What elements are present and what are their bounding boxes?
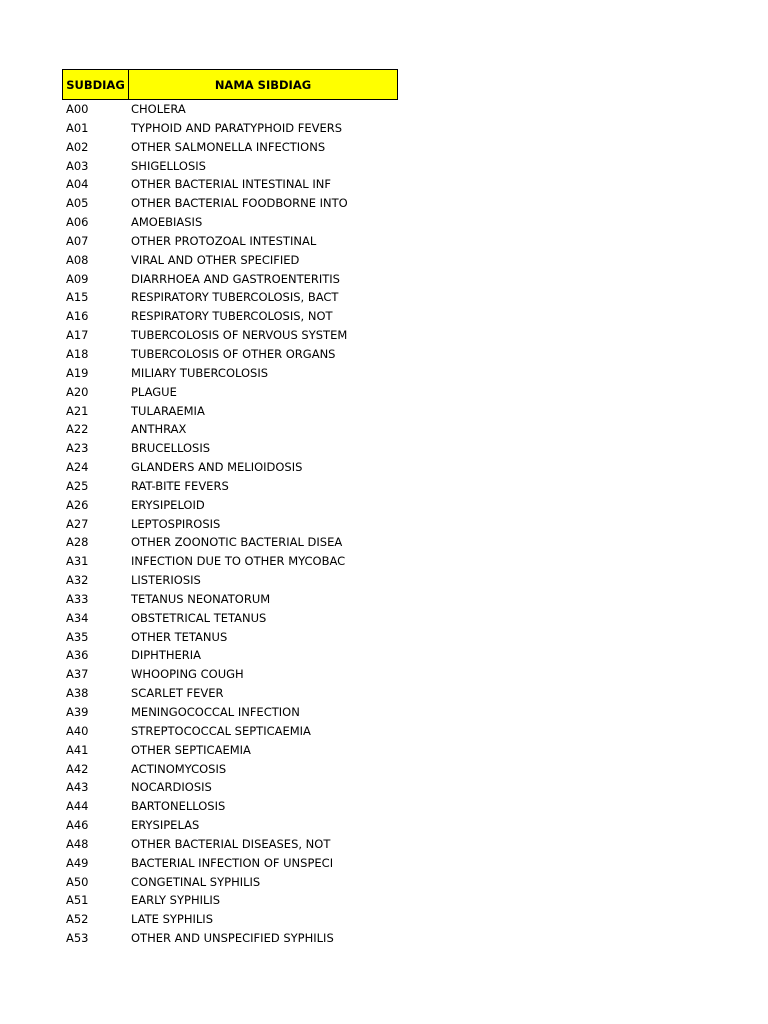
table-row xyxy=(62,477,398,496)
subdiag-name-cell[interactable]: GLANDERS AND MELIOIDOSIS xyxy=(131,460,303,475)
subdiag-name-cell[interactable]: OTHER AND UNSPECIFIED SYPHILIS xyxy=(131,931,334,946)
subdiag-code-cell[interactable]: A24 xyxy=(66,460,89,475)
table-row xyxy=(62,270,398,289)
table-row xyxy=(62,816,398,835)
subdiag-name-cell[interactable]: WHOOPING COUGH xyxy=(131,667,244,682)
subdiag-name-cell[interactable]: OTHER BACTERIAL INTESTINAL INF xyxy=(131,177,331,192)
subdiag-name-cell[interactable]: RAT-BITE FEVERS xyxy=(131,478,229,493)
table-row xyxy=(62,251,398,270)
subdiag-code-cell[interactable]: A38 xyxy=(66,686,89,701)
table-row xyxy=(62,703,398,722)
table-row xyxy=(62,571,398,590)
subdiag-code-cell[interactable]: A43 xyxy=(66,780,89,795)
table-row xyxy=(62,307,398,326)
subdiag-name-cell[interactable]: LEPTOSPIROSIS xyxy=(131,516,221,531)
subdiag-code-cell[interactable]: A39 xyxy=(66,705,89,719)
table-row xyxy=(62,722,398,741)
subdiag-code-cell[interactable]: A17 xyxy=(66,328,89,343)
subdiag-name-cell[interactable]: OTHER SEPTICAEMIA xyxy=(131,742,251,757)
table-row xyxy=(62,741,398,760)
subdiag-name-cell[interactable]: INFECTION DUE TO OTHER MYCOBAC xyxy=(131,554,346,569)
subdiag-name-cell[interactable]: DIPHTHERIA xyxy=(131,648,202,663)
table-row xyxy=(62,232,398,251)
subdiag-code-cell[interactable]: A36 xyxy=(66,648,89,663)
subdiag-code-cell[interactable]: A44 xyxy=(66,799,89,814)
subdiag-name-cell[interactable]: ANTHRAX xyxy=(131,422,187,437)
subdiag-code-cell[interactable]: A07 xyxy=(66,233,89,248)
subdiag-code-cell[interactable]: A53 xyxy=(66,931,89,946)
table-row xyxy=(62,929,398,948)
subdiag-name-cell[interactable]: VIRAL AND OTHER SPECIFIED xyxy=(131,252,300,267)
table-row xyxy=(62,119,398,138)
subdiag-code-cell[interactable]: A21 xyxy=(66,403,89,418)
table-header xyxy=(62,69,398,100)
subdiag-name-cell[interactable]: ERYSIPELOID xyxy=(131,497,205,512)
table-row xyxy=(62,835,398,854)
table-row xyxy=(62,590,398,609)
subdiag-code-cell[interactable]: A23 xyxy=(66,441,89,456)
subdiag-name-cell[interactable]: OTHER PROTOZOAL INTESTINAL xyxy=(131,233,317,248)
subdiag-code-cell[interactable]: A00 xyxy=(66,102,89,116)
table-row xyxy=(62,439,398,458)
subdiag-name-cell[interactable]: OTHER BACTERIAL FOODBORNE INTO xyxy=(131,196,348,211)
subdiag-code-cell[interactable]: A18 xyxy=(66,346,89,361)
subdiag-name-cell[interactable]: STREPTOCOCCAL SEPTICAEMIA xyxy=(131,723,311,738)
table-row xyxy=(62,100,398,119)
table-row xyxy=(62,194,398,213)
subdiag-code-cell[interactable]: A08 xyxy=(66,252,89,267)
subdiag-code-cell[interactable]: A05 xyxy=(66,196,89,211)
table-row xyxy=(62,891,398,910)
subdiag-code-cell[interactable]: A31 xyxy=(66,554,89,569)
subdiag-code-cell[interactable]: A52 xyxy=(66,912,89,927)
subdiag-code-cell[interactable]: A26 xyxy=(66,497,89,512)
subdiag-name-cell[interactable]: DIARRHOEA AND GASTROENTERITIS xyxy=(131,271,340,286)
subdiag-code-cell[interactable]: A02 xyxy=(66,139,89,154)
table-row xyxy=(62,458,398,477)
subdiag-code-cell[interactable]: A40 xyxy=(66,723,89,738)
subdiag-name-cell[interactable]: OBSTETRICAL TETANUS xyxy=(131,610,267,625)
table-row xyxy=(62,778,398,797)
subdiag-code-cell[interactable]: A19 xyxy=(66,365,89,380)
table-row xyxy=(62,609,398,628)
subdiag-name-cell[interactable]: BACTERIAL INFECTION OF UNSPECI xyxy=(131,855,334,870)
table-row xyxy=(62,533,398,552)
subdiag-code-cell[interactable]: A06 xyxy=(66,215,89,230)
subdiag-name-cell[interactable]: OTHER ZOONOTIC BACTERIAL DISEA xyxy=(131,535,343,550)
subdiag-name-cell[interactable]: TYPHOID AND PARATYPHOID FEVERS xyxy=(131,120,343,135)
subdiag-code-cell[interactable]: A37 xyxy=(66,667,89,682)
table-row xyxy=(62,515,398,534)
subdiag-code-cell[interactable]: A25 xyxy=(66,478,89,493)
table-row xyxy=(62,420,398,439)
subdiag-code-cell[interactable]: A20 xyxy=(66,384,89,399)
subdiag-name-cell[interactable]: OTHER BACTERIAL DISEASES, NOT xyxy=(131,836,331,851)
table-row xyxy=(62,552,398,571)
subdiag-name-cell[interactable]: OTHER TETANUS xyxy=(131,629,228,644)
subdiag-name-cell[interactable]: ACTINOMYCOSIS xyxy=(131,761,227,776)
subdiag-code-cell[interactable]: A48 xyxy=(66,836,89,851)
table-body xyxy=(62,100,398,948)
subdiag-name-cell[interactable]: NOCARDIOSIS xyxy=(131,780,212,795)
subdiag-name-cell[interactable]: OTHER SALMONELLA INFECTIONS xyxy=(131,139,326,154)
table-row xyxy=(62,288,398,307)
table-row xyxy=(62,326,398,345)
subdiag-name-cell[interactable]: MENINGOCOCCAL INFECTION xyxy=(131,705,300,719)
subdiag-name-cell[interactable]: MILIARY TUBERCOLOSIS xyxy=(131,365,269,380)
subdiag-code-cell[interactable]: A46 xyxy=(66,818,89,833)
table-row xyxy=(62,138,398,157)
subdiag-code-cell[interactable]: A51 xyxy=(66,893,89,908)
subdiag-name-cell[interactable]: SHIGELLOSIS xyxy=(131,158,206,173)
subdiag-name-cell[interactable]: LISTERIOSIS xyxy=(131,573,201,588)
table-row xyxy=(62,665,398,684)
table-row xyxy=(62,175,398,194)
subdiag-code-cell[interactable]: A01 xyxy=(66,120,89,135)
subdiag-name-cell[interactable]: PLAGUE xyxy=(131,384,177,399)
header-subdiag[interactable]: SUBDIAG xyxy=(63,70,129,99)
table-row xyxy=(62,646,398,665)
table-row xyxy=(62,628,398,647)
table-row xyxy=(62,854,398,873)
subdiag-code-cell[interactable]: A41 xyxy=(66,742,89,757)
subdiag-name-cell[interactable]: TULARAEMIA xyxy=(131,403,205,418)
subdiag-name-cell[interactable]: BARTONELLOSIS xyxy=(131,799,226,814)
subdiag-name-cell[interactable]: CONGETINAL SYPHILIS xyxy=(131,874,261,889)
table-row xyxy=(62,910,398,929)
subdiag-code-cell[interactable]: A32 xyxy=(66,573,89,588)
table-row xyxy=(62,345,398,364)
subdiag-code-cell[interactable]: A16 xyxy=(66,309,89,324)
subdiag-code-cell[interactable]: A27 xyxy=(66,516,89,531)
subdiag-code-cell[interactable]: A42 xyxy=(66,761,89,776)
subdiag-name-cell[interactable]: RESPIRATORY TUBERCOLOSIS, NOT xyxy=(131,309,333,324)
subdiag-code-cell[interactable]: A09 xyxy=(66,271,89,286)
subdiag-name-cell[interactable]: EARLY SYPHILIS xyxy=(131,893,221,908)
table-row xyxy=(62,760,398,779)
subdiag-name-cell[interactable]: ERYSIPELAS xyxy=(131,818,200,833)
subdiag-name-cell[interactable]: TUBERCOLOSIS OF OTHER ORGANS xyxy=(131,346,336,361)
table-row xyxy=(62,797,398,816)
subdiag-name-cell[interactable]: TUBERCOLOSIS OF NERVOUS SYSTEM xyxy=(131,328,348,343)
subdiag-code-cell[interactable]: A49 xyxy=(66,855,89,870)
subdiag-code-cell[interactable]: A50 xyxy=(66,874,89,889)
subdiag-code-cell[interactable]: A04 xyxy=(66,177,89,192)
subdiag-code-cell[interactable]: A34 xyxy=(66,610,89,625)
subdiag-code-cell[interactable]: A33 xyxy=(66,591,89,606)
table-row xyxy=(62,402,398,421)
subdiag-name-cell[interactable]: BRUCELLOSIS xyxy=(131,441,211,456)
table-row xyxy=(62,496,398,515)
table-row xyxy=(62,157,398,176)
subdiag-code-cell[interactable]: A15 xyxy=(66,290,89,305)
diagnosis-table xyxy=(62,69,398,948)
subdiag-name-cell[interactable]: SCARLET FEVER xyxy=(131,686,224,701)
table-row xyxy=(62,213,398,232)
header-nama-sibdiag[interactable]: NAMA SIBDIAG xyxy=(214,77,312,92)
subdiag-name-cell[interactable]: LATE SYPHILIS xyxy=(131,912,213,927)
subdiag-name-cell[interactable]: TETANUS NEONATORUM xyxy=(131,591,271,606)
table-row xyxy=(62,684,398,703)
subdiag-code-cell[interactable]: A28 xyxy=(66,535,89,550)
table-row xyxy=(62,383,398,402)
table-row xyxy=(62,873,398,892)
subdiag-code-cell[interactable]: A35 xyxy=(66,629,89,644)
subdiag-name-cell[interactable]: CHOLERA xyxy=(131,102,186,116)
subdiag-name-cell[interactable]: AMOEBIASIS xyxy=(131,215,203,230)
table-row xyxy=(62,364,398,383)
subdiag-code-cell[interactable]: A22 xyxy=(66,422,89,437)
subdiag-name-cell[interactable]: RESPIRATORY TUBERCOLOSIS, BACT xyxy=(131,290,339,305)
subdiag-code-cell[interactable]: A03 xyxy=(66,158,89,173)
